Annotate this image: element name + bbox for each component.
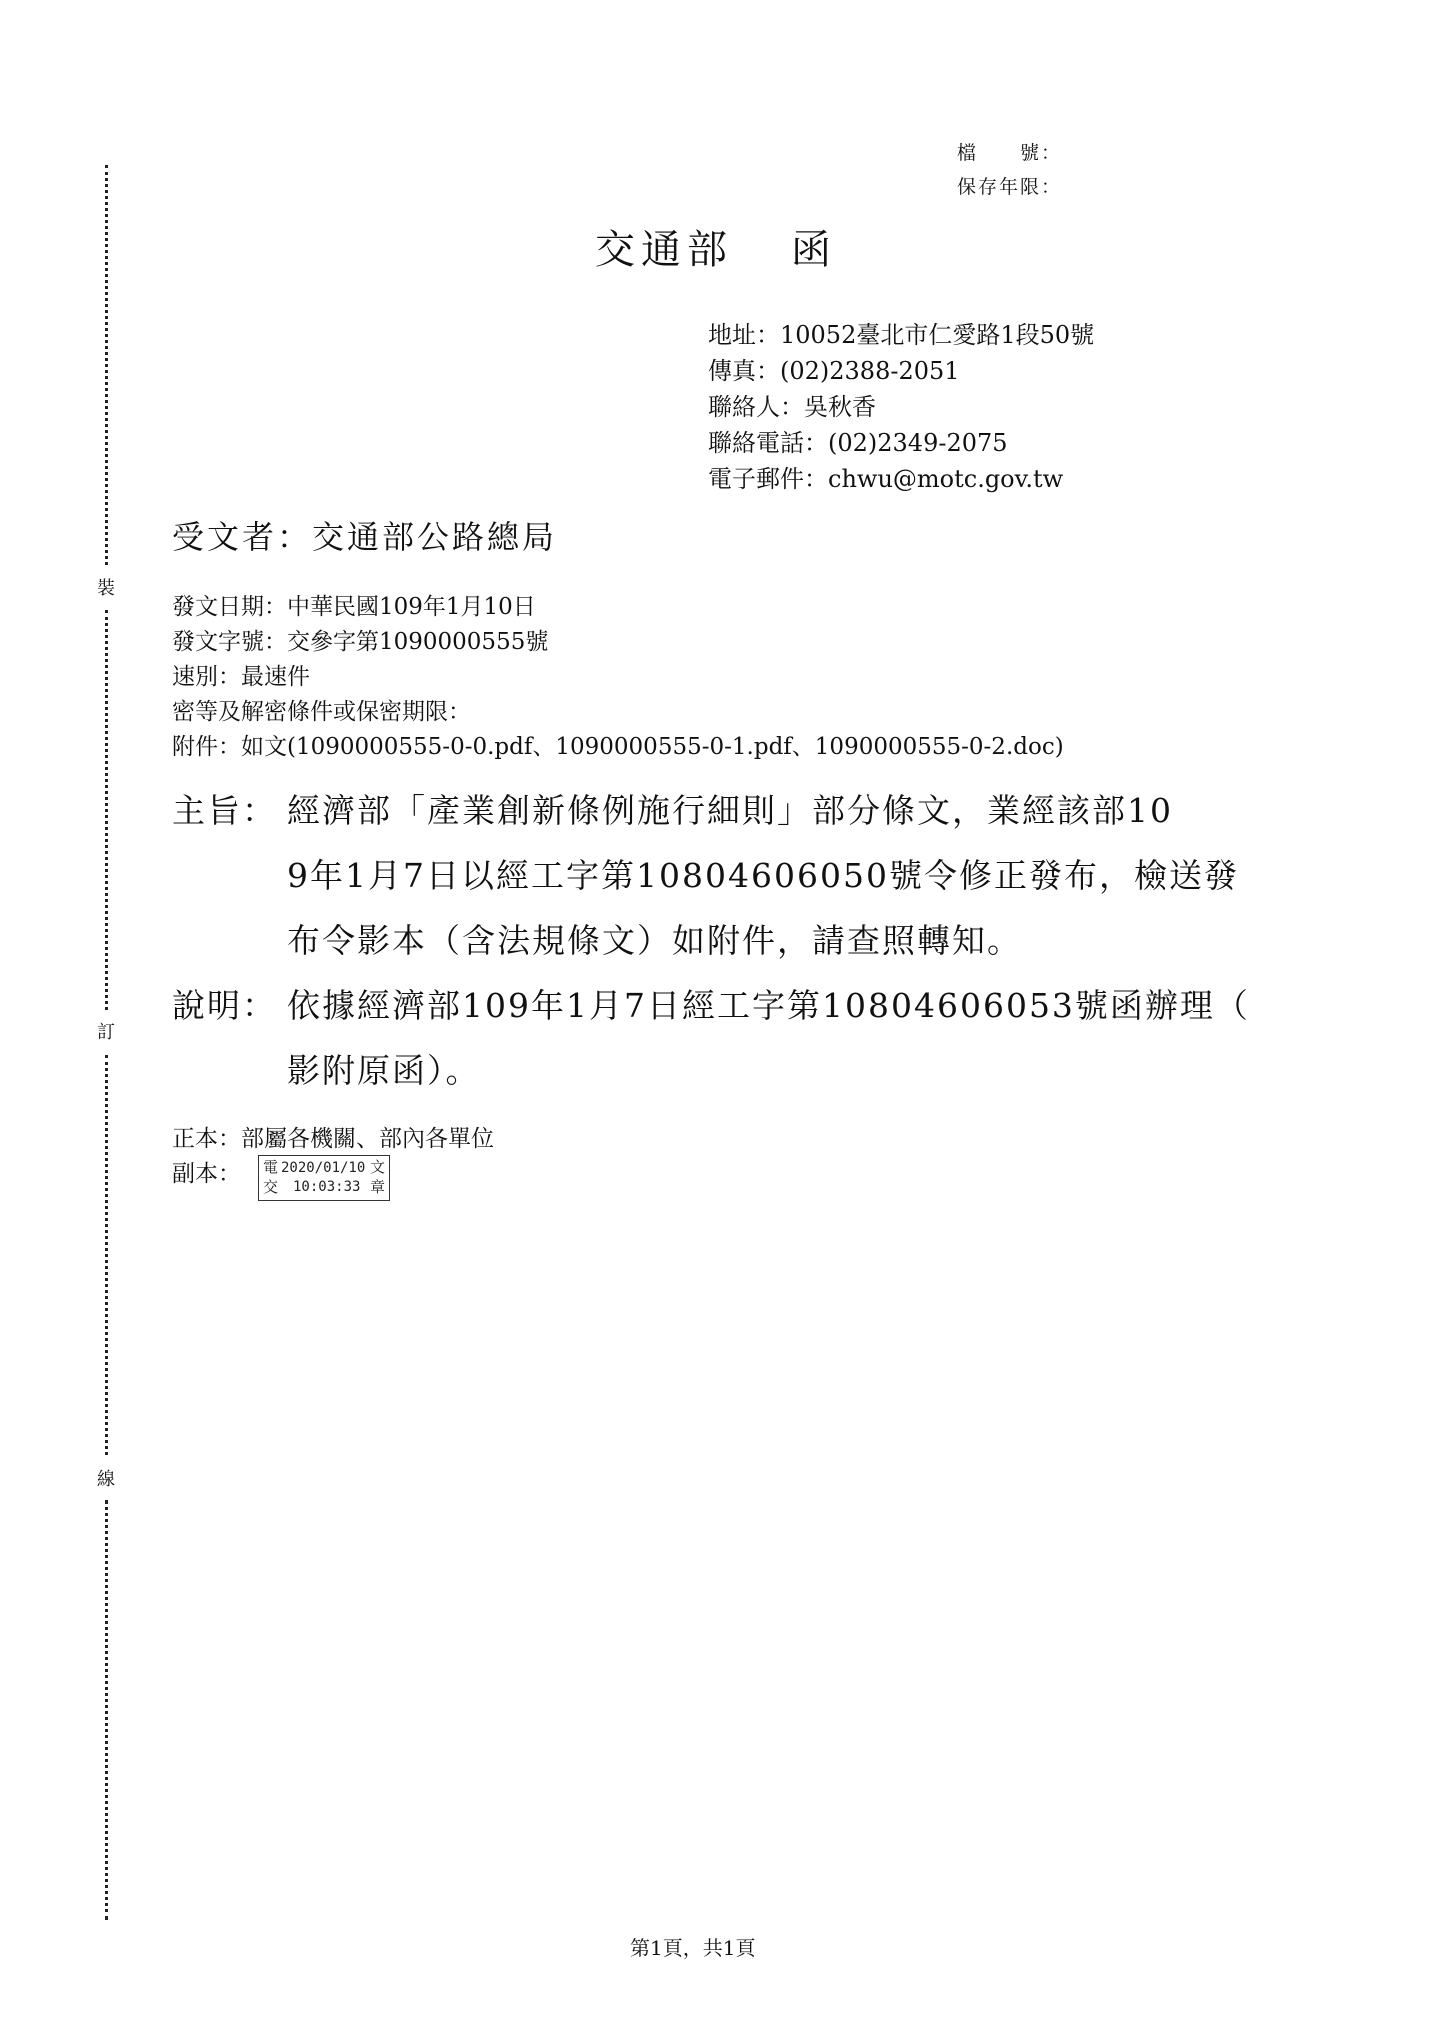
retention-period-label: 保存年限： — [956, 176, 1062, 198]
stamp-time: 10:03:33 — [293, 1179, 361, 1195]
issue-date: 發文日期：中華民國109年1月10日 — [172, 594, 536, 620]
explanation-line-2: 影附原函）。 — [287, 1051, 481, 1090]
urgency: 速別：最速件 — [172, 664, 310, 690]
contact-address: 地址：10052臺北市仁愛路1段50號 — [708, 321, 1095, 349]
binding-dotted-line-lower-mid — [105, 1055, 108, 1455]
contact-email: 電子郵件：chwu@motc.gov.tw — [708, 465, 1064, 493]
binding-dotted-line-bottom — [105, 1500, 108, 1920]
agency-name: 交通部 — [595, 227, 733, 273]
explanation-line-1 — [172, 980, 1250, 1027]
original-recipients: 正本：部屬各機關、部內各單位 — [172, 1126, 494, 1152]
stamp-right-bottom: 章 — [369, 1178, 385, 1196]
document-number: 發文字號：交參字第1090000555號 — [172, 629, 549, 655]
contact-fax: 傳真：(02)2388-2051 — [708, 357, 960, 385]
contact-phone: 聯絡電話：(02)2349-2075 — [708, 429, 1008, 457]
page-number: 第1頁，共1頁 — [630, 1936, 756, 1960]
subject-line-1 — [172, 785, 1173, 832]
contact-person: 聯絡人：吳秋香 — [708, 393, 876, 421]
binding-dotted-line-upper-mid — [105, 610, 108, 1010]
subject-text-1: 經濟部「產業創新條例施行細則」部分條文，業經該部10 — [287, 791, 1173, 830]
stamp-left-bottom: 交 — [263, 1178, 279, 1196]
binding-mark-xian: 線 — [97, 1469, 115, 1490]
explanation-label: 說明： — [172, 986, 277, 1025]
document-title — [595, 218, 837, 275]
subject-line-3: 布令影本（含法規條文）如附件，請查照轉知。 — [287, 921, 1022, 960]
binding-mark-zhuang: 裝 — [97, 578, 115, 599]
binding-dotted-line-top — [105, 165, 108, 565]
binding-mark-ding: 訂 — [97, 1022, 115, 1043]
file-number-label: 檔 號： — [956, 142, 1062, 164]
explanation-text-1: 依據經濟部109年1月7日經工字第10804606053號函辦理（ — [287, 986, 1250, 1025]
subject-line-2: 9年1月7日以經工字第10804606050號令修正發布，檢送發 — [287, 856, 1239, 895]
copy-label: 副本： — [172, 1161, 241, 1187]
stamp-date: 2020/01/10 — [281, 1160, 366, 1176]
document-type: 函 — [791, 227, 837, 273]
stamp-left-top: 電 — [263, 1158, 279, 1176]
recipient: 受文者：交通部公路總局 — [172, 518, 558, 556]
subject-label: 主旨： — [172, 791, 277, 830]
classification: 密等及解密條件或保密期限： — [172, 699, 471, 725]
stamp-right-top: 文 — [369, 1158, 385, 1176]
digital-seal-stamp — [258, 1155, 390, 1201]
attachments: 附件：如文(1090000555-0-0.pdf、1090000555-0-1.pdf、1090000555-0-2.doc) — [172, 734, 1064, 760]
